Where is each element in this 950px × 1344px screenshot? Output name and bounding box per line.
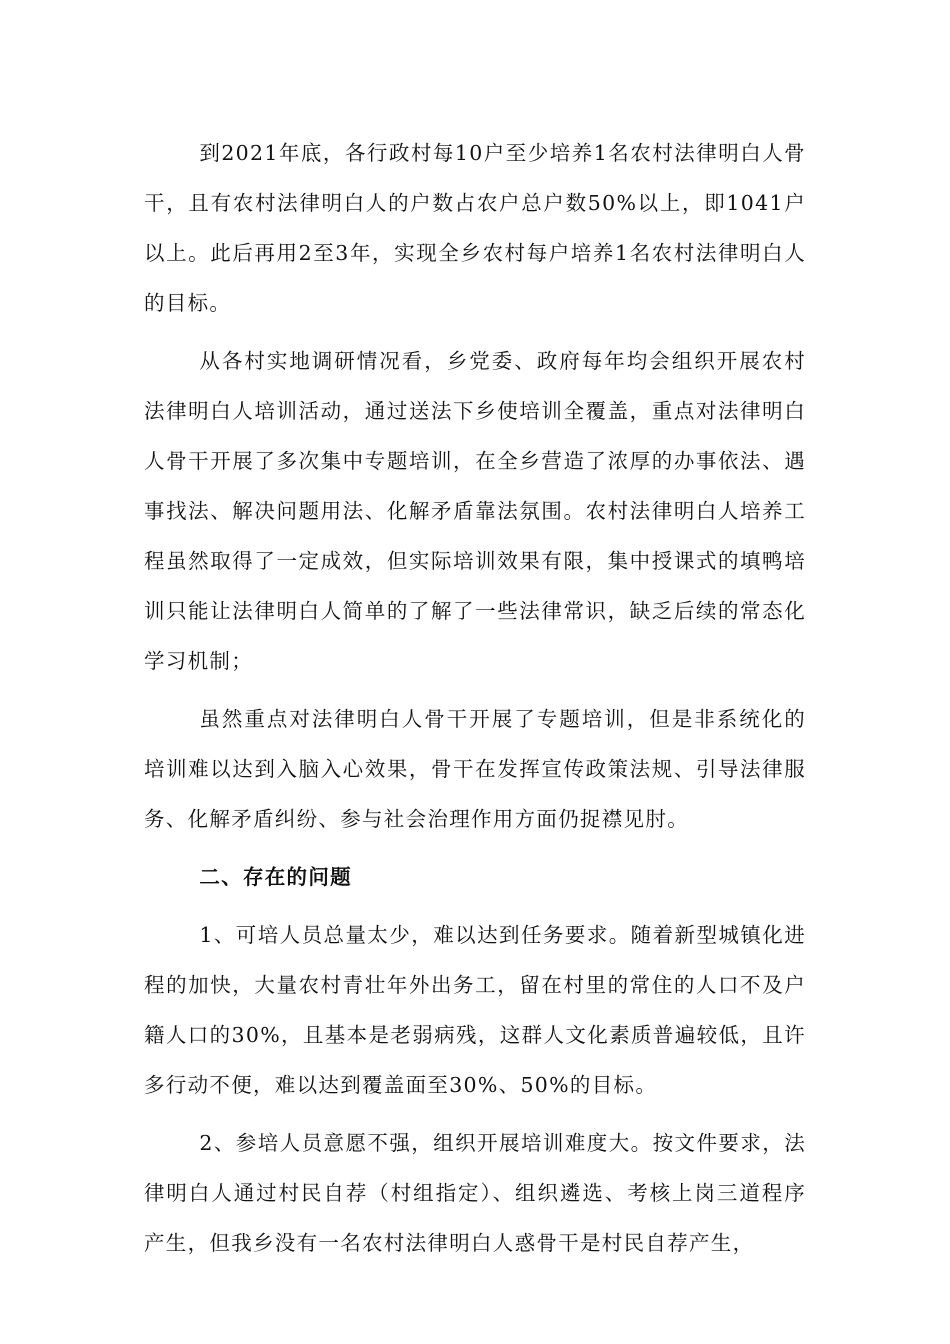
paragraph-training: 虽然重点对法律明白人骨干开展了专题培训，但是非系统化的培训难以达到入脑入心效果，骨干在发挥宣传政策法规、引导法律服务、化解矛盾纠纷、参与社会治理作用方面仍捉襟见肘。 — [144, 707, 806, 831]
section-heading: 二、存在的问题 — [199, 865, 352, 889]
document-body — [144, 128, 806, 1268]
issue-item-1: 1、可培人员总量太少，难以达到任务要求。随着新型城镇化进程的加快，大量农村青壮年外出务工，留在村里的常住的人口不及户籍人口的30%，且基本是老弱病残，这群人文化素质普遍较低，且许多行动不便，难以达到覆盖面至30%、50%的目标。 — [144, 923, 806, 1097]
paragraph-survey: 从各村实地调研情况看，乡党委、政府每年均会组织开展农村法律明白人培训活动，通过送法下乡使培训全覆盖，重点对法律明白人骨干开展了多次集中专题培训，在全乡营造了浓厚的办事依法、遇事找法、解决问题用法、化解矛盾靠法氛围。农村法律明白人培养工程虽然取得了一定成效，但实际培训效果有限，集中授课式的填鸭培训只能让法律明白人简单的了解了一些法律常识，缺乏后续的常态化学习机制； — [144, 349, 806, 673]
issue-item-2: 2、参培人员意愿不强，组织开展培训难度大。按文件要求，法律明白人通过村民自荐（村组指定）、组织遴选、考核上岗三道程序产生，但我乡没有一名农村法律明白人惑骨干是村民自荐产生， — [144, 1131, 806, 1255]
paragraph-goal: 到2021年底，各行政村每10户至少培养1名农村法律明白人骨干，且有农村法律明白人的户数占农户总户数50%以上，即1041户以上。此后再用2至3年，实现全乡农村每户培养1名农村法律明白人的目标。 — [144, 141, 806, 315]
